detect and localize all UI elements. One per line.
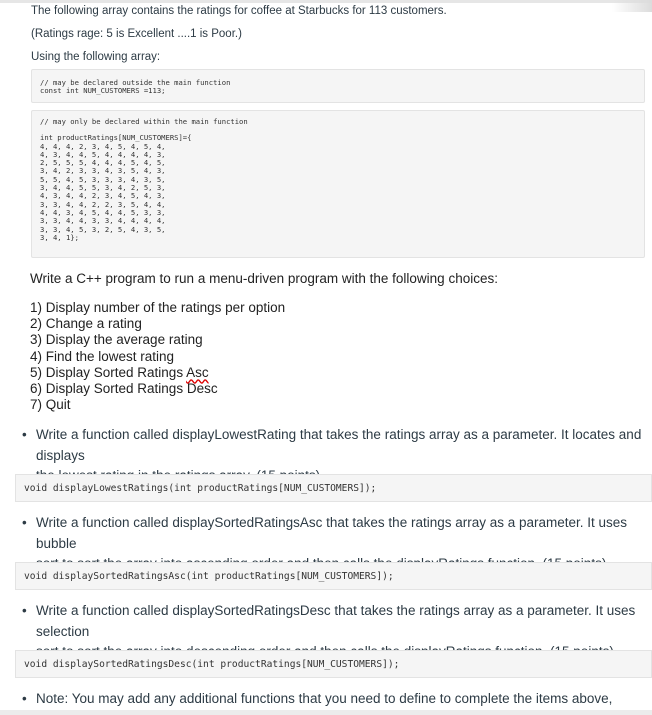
bullet-text-line-1: Write a function called displayLowestRating that takes the ratings array as a parameter. It locates and displays <box>36 427 642 463</box>
bottom-divider <box>0 710 652 715</box>
menu-item-2: 2) Change a rating <box>30 316 142 332</box>
code-row: 2, 5, 5, 5, 4, 4, 4, 5, 4, 5, <box>40 158 166 168</box>
top-shadow <box>612 0 652 12</box>
menu-item-5 <box>30 365 285 381</box>
code-row: 3, 3, 4, 4, 2, 2, 3, 5, 4, 4, <box>40 199 166 209</box>
intro-line-2: (Ratings rage: 5 is Excellent ....1 is Poor.) <box>31 28 242 40</box>
menu-item-1: 1) Display number of the ratings per option <box>30 300 286 315</box>
bullet-text-line-1: Note: You may add any additional functions that you need to define to complete the items above, <box>36 691 613 706</box>
code-row: 3, 4, 2, 3, 3, 4, 3, 5, 4, 3, <box>40 166 166 176</box>
task-description: Write a C++ program to run a menu-driven program with the following choices: <box>30 271 498 286</box>
bullet-note <box>22 689 652 710</box>
spellcheck-word: Asc <box>186 364 209 380</box>
code-row: 3, 3, 4, 5, 3, 2, 5, 4, 3, 5, <box>40 224 166 234</box>
code-row: 5, 5, 4, 5, 3, 3, 3, 4, 3, 5, <box>40 174 166 184</box>
code-row: 3, 3, 4, 4, 3, 3, 4, 4, 4, 4, <box>40 216 166 226</box>
code-row: 4, 3, 4, 4, 5, 4, 4, 4, 4, 3, <box>40 149 166 159</box>
bullet-dot: • <box>22 427 27 442</box>
signature-lowest: void displayLowestRatings(int productRatings[NUM_CUSTOMERS]); <box>15 474 652 502</box>
code-row: 3, 4, 1}; <box>40 232 79 242</box>
bullet-dot: • <box>22 691 27 706</box>
menu-item-7: 7) Quit <box>30 397 71 413</box>
code-line: const int NUM_CUSTOMERS =113; <box>40 86 166 96</box>
intro-line-3: Using the following array: <box>31 51 161 63</box>
code-comment: // may only be declared within the main function <box>40 117 248 126</box>
signature-desc: void displaySortedRatingsDesc(int productRatings[NUM_CUSTOMERS]); <box>15 650 652 678</box>
code-block-constant <box>31 69 645 103</box>
top-divider <box>0 0 652 3</box>
bullet-text-line-1: Write a function called displaySortedRatingsDesc that takes the ratings array as a parameter. It uses selection <box>36 603 636 639</box>
menu-item-4: 4) Find the lowest rating <box>30 348 175 364</box>
bullet-text-line-1: Write a function called displaySortedRatingsAsc that takes the ratings array as a parameter. It uses bubble <box>36 515 628 551</box>
menu-item-3: 3) Display the average rating <box>30 332 203 348</box>
intro-line-1: The following array contains the ratings for coffee at Starbucks for 113 customers. <box>31 5 447 17</box>
code-row: 4, 3, 4, 4, 2, 3, 4, 5, 4, 3, <box>40 191 166 201</box>
signature-asc: void displaySortedRatingsAsc(int productRatings[NUM_CUSTOMERS]); <box>15 562 652 590</box>
code-row: 4, 4, 3, 4, 5, 4, 4, 5, 3, 3, <box>40 207 166 217</box>
bullet-dot: • <box>22 515 27 530</box>
menu-item-6: 6) Display Sorted Ratings Desc <box>30 381 218 397</box>
code-block-array <box>31 110 645 258</box>
menu-item-5-prefix: 5) Display Sorted Ratings <box>30 364 187 380</box>
bullet-dot: • <box>22 603 27 618</box>
code-row: 4, 4, 4, 2, 3, 4, 5, 4, 5, 4, <box>40 141 166 151</box>
code-row: 3, 4, 4, 5, 5, 3, 4, 2, 5, 3, <box>40 183 166 193</box>
code-declaration: int productRatings[NUM_CUSTOMERS]={ <box>40 133 192 143</box>
menu-list <box>30 300 285 413</box>
code-comment: // may be declared outside the main function <box>40 78 231 87</box>
